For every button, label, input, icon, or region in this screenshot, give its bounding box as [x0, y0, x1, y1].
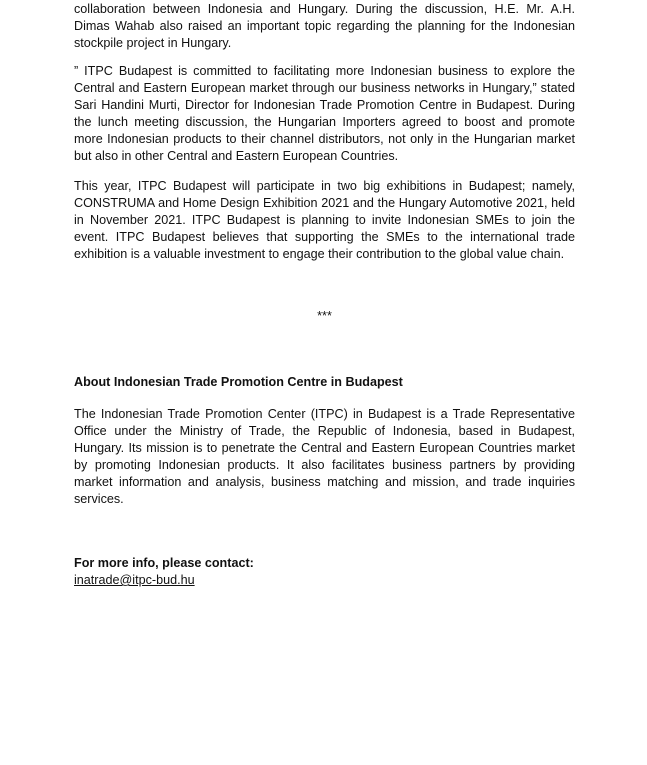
section-separator: *** [317, 309, 332, 323]
article-paragraph-3: This year, ITPC Budapest will participate in two big exhibitions in Budapest; namely, CONSTRUMA and Home Design Exhibition 2021 and the Hungary Automotive 2021, held in November 2021. ITPC Budapest is planning to invite Indonesian SMEs to join the event. ITPC Budapest believes that supporting the SMEs to the international trade exhibition is a valuable investment to engage their contribution to the global value chain. [74, 179, 575, 262]
about-heading: About Indonesian Trade Promotion Centre in Budapest [74, 375, 403, 389]
contact-email-link[interactable]: inatrade@itpc-bud.hu [74, 573, 195, 587]
contact-label: For more info, please contact: [74, 556, 254, 570]
article-paragraph-1: collaboration between Indonesia and Hungary. During the discussion, H.E. Mr. A.H. Dimas Wahab also raised an important topic regarding the planning for the Indonesian stockpile project in Hungary. [74, 2, 575, 51]
about-body: The Indonesian Trade Promotion Center (ITPC) in Budapest is a Trade Representative Office under the Ministry of Trade, the Republic of Indonesia, based in Budapest, Hungary. Its mission is to penetrate the Central and Eastern European Countries market by promoting Indonesian products. It also facilitates business partners by providing market information and analysis, business matching and mission, and trade inquiries services. [74, 407, 575, 507]
article-paragraph-2: ” ITPC Budapest is committed to facilitating more Indonesian business to explore the Central and Eastern European market through our business networks in Hungary,” stated Sari Handini Murti, Director for Indonesian Trade Promotion Centre in Budapest. During the lunch meeting discussion, the Hungarian Importers agreed to boost and promote more Indonesian products to their channel distributors, not only in the Hungarian market but also in other Central and Eastern European Countries. [74, 64, 575, 164]
